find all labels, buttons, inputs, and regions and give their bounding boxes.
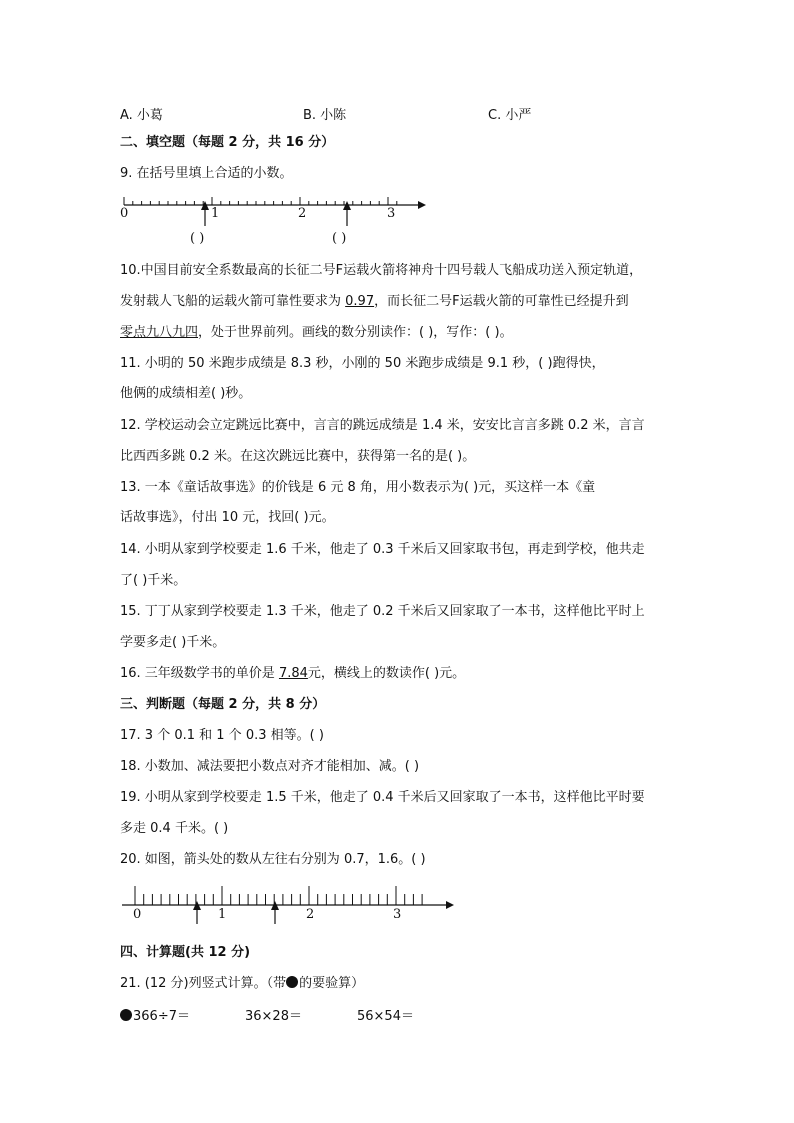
q14-line-1: 14. 小明从家到学校要走 1.6 千米，他走了 0.3 千米后又回家取书包，再走到学校，他共走 bbox=[120, 542, 645, 557]
q21-post: 的要验算） bbox=[299, 976, 365, 991]
q20-text: 20. 如图，箭头处的数从左往右分别为 0.7，1.6。( ) bbox=[120, 852, 426, 867]
q9-blank-2: ( ) bbox=[332, 231, 347, 246]
q9-minor-ticks bbox=[124, 197, 397, 205]
calc-expr-3: 56×54＝ bbox=[357, 1009, 414, 1024]
q19-line-2: 多走 0.4 千米。( ) bbox=[120, 821, 229, 836]
q16-line bbox=[120, 666, 465, 682]
option-c: C. 小严 bbox=[488, 108, 532, 123]
q19-line-1: 19. 小明从家到学校要走 1.5 千米，他走了 0.4 千米后又回家取了一本书，这样他比平时要 bbox=[120, 790, 645, 805]
option-a: A. 小葛 bbox=[120, 108, 163, 123]
q10-underlined-words: 零点九八九四 bbox=[120, 325, 199, 340]
q20-tick-label-2: 2 bbox=[306, 907, 315, 922]
q20-number-line bbox=[0, 878, 794, 926]
q18-text: 18. 小数加、减法要把小数点对齐才能相加、减。( ) bbox=[120, 759, 420, 774]
q20-minor-ticks bbox=[135, 886, 422, 905]
q21-line bbox=[120, 976, 364, 992]
q11-line-1: 11. 小明的 50 米跑步成绩是 8.3 秒，小刚的 50 米跑步成绩是 9.1 秒，( )跑得快， bbox=[120, 356, 605, 371]
q20-tick-label-3: 3 bbox=[393, 907, 402, 922]
calc-expr-1 bbox=[120, 1009, 190, 1025]
verify-bullet-icon bbox=[286, 976, 298, 988]
q10-line-3 bbox=[120, 325, 513, 341]
section-4-title: 四、计算题(共 12 分) bbox=[120, 945, 251, 960]
calc-expr-1-text: 366÷7＝ bbox=[133, 1009, 190, 1024]
q20-axis-arrowhead bbox=[446, 901, 454, 909]
q11-line-2: 他俩的成绩相差( )秒。 bbox=[120, 386, 252, 401]
calc-expr-2: 36×28＝ bbox=[245, 1009, 302, 1024]
section-2-title: 二、填空题（每题 2 分，共 16 分） bbox=[120, 135, 335, 150]
q9-tick-label-1: 1 bbox=[211, 206, 220, 221]
q14-line-2: 了( )千米。 bbox=[120, 573, 187, 588]
q10-line-2 bbox=[120, 294, 629, 310]
q17-text: 17. 3 个 0.1 和 1 个 0.3 相等。( ) bbox=[120, 728, 324, 743]
q9-blank-1: ( ) bbox=[190, 231, 205, 246]
q15-line-1: 15. 丁丁从家到学校要走 1.3 千米，他走了 0.2 千米后又回家取了一本书，这样他比平时上 bbox=[120, 604, 645, 619]
q13-line-2: 话故事选》，付出 10 元，找回( )元。 bbox=[120, 510, 335, 525]
q9-tick-label-3: 3 bbox=[387, 206, 396, 221]
q16-post: 元，横线上的数读作( )元。 bbox=[307, 666, 466, 681]
option-b: B. 小陈 bbox=[303, 108, 347, 123]
verify-bullet-icon bbox=[120, 1009, 132, 1021]
q9-tick-label-0: 0 bbox=[120, 206, 129, 221]
q13-line-1: 13. 一本《童话故事选》的价钱是 6 元 8 角，用小数表示为( )元，买这样一本《童 bbox=[120, 480, 596, 495]
q9-axis-arrowhead bbox=[418, 201, 426, 209]
q10-line-1: 10.中国目前安全系数最高的长征二号F运载火箭将神舟十四号载人飞船成功送入预定轨道， bbox=[120, 263, 643, 278]
q9-text: 9. 在括号里填上合适的小数。 bbox=[120, 166, 293, 181]
q12-line-2: 比西西多跳 0.2 米。在这次跳远比赛中，获得第一名的是( )。 bbox=[120, 449, 476, 464]
q21-pre: 21. (12 分)列竖式计算。（带 bbox=[120, 976, 287, 991]
section-3-title: 三、判断题（每题 2 分，共 8 分） bbox=[120, 697, 326, 712]
q10-line-2-post: ，而长征二号F运载火箭的可靠性已经提升到 bbox=[374, 294, 629, 309]
q10-underlined-value: 0.97 bbox=[345, 294, 375, 309]
q20-tick-label-1: 1 bbox=[218, 907, 227, 922]
q12-line-1: 12. 学校运动会立定跳远比赛中，言言的跳远成绩是 1.4 米，安安比言言多跳 0.2 米，言言 bbox=[120, 418, 645, 433]
q20-tick-label-0: 0 bbox=[133, 907, 142, 922]
q15-line-2: 学要多走( )千米。 bbox=[120, 635, 226, 650]
q16-pre: 16. 三年级数学书的单价是 bbox=[120, 666, 279, 681]
q9-number-line bbox=[0, 190, 794, 252]
q10-line-2-pre: 发射载人飞船的运载火箭可靠性要求为 bbox=[120, 294, 346, 309]
q10-line-3-post: ，处于世界前列。画线的数分别读作：( )，写作：( )。 bbox=[198, 325, 513, 340]
q16-underlined-value: 7.84 bbox=[278, 666, 308, 681]
q9-tick-label-2: 2 bbox=[298, 206, 307, 221]
